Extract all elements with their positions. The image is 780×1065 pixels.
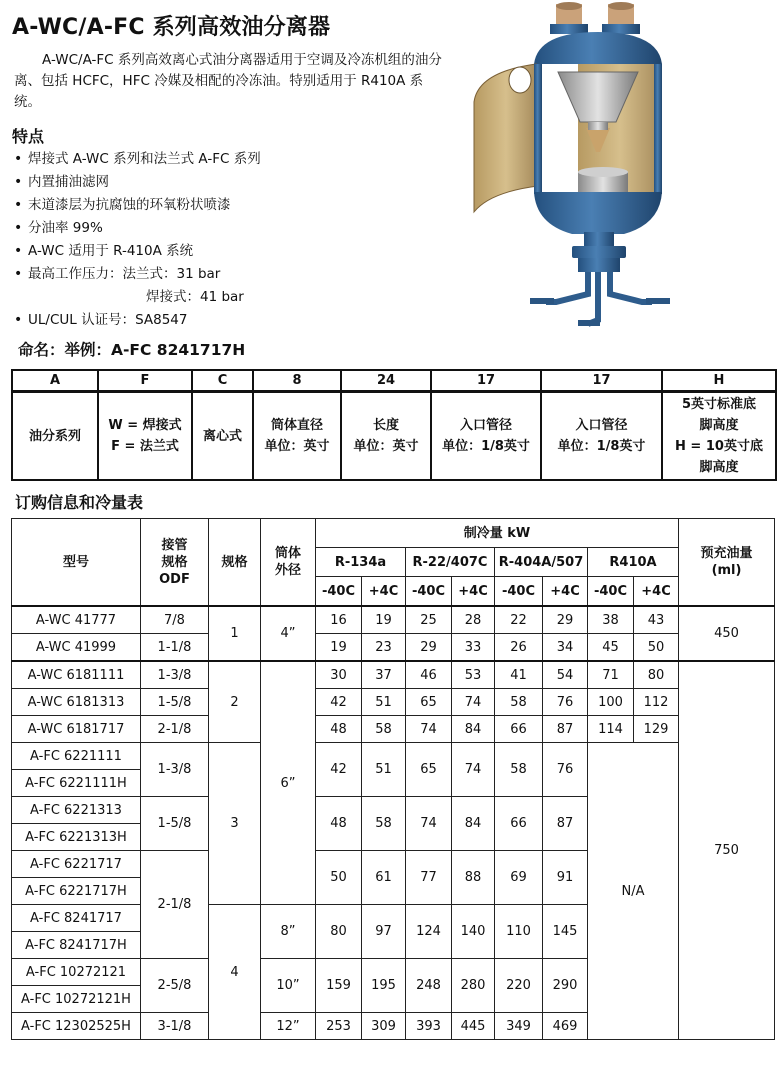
capacity-cell: 74: [452, 689, 495, 716]
size-cell: 2: [209, 661, 261, 743]
shell-cell: 6”: [261, 661, 316, 905]
feature-item: • 内置捕油滤网: [12, 171, 432, 194]
capacity-cell: 87: [543, 797, 588, 851]
feature-item: • A-WC 适用于 R-410A 系统: [12, 240, 432, 263]
model-cell: A-FC 10272121H: [12, 986, 141, 1013]
oil-charge-cell: 450: [679, 606, 775, 661]
capacity-cell: 33: [452, 634, 495, 662]
capacity-cell: 48: [316, 716, 362, 743]
connection-cell: 7/8: [141, 606, 209, 634]
intro-paragraph: A-WC/A-FC 系列高效离心式油分离器适用于空调及冷冻机组的油分离、包括 HCFC，HFC 冷媒及相配的冷冻油。特别适用于 R410A 系统。: [14, 52, 442, 110]
capacity-cell: 51: [362, 743, 406, 797]
capacity-cell: 19: [362, 606, 406, 634]
capacity-cell: 58: [362, 716, 406, 743]
capacity-cell: 84: [452, 716, 495, 743]
header-capacity: 制冷量 kW: [316, 519, 679, 548]
code-desc-diameter: 筒体直径 单位：英寸: [253, 392, 341, 481]
capacity-cell: 34: [543, 634, 588, 662]
capacity-cell: 66: [495, 797, 543, 851]
capacity-cell: 97: [362, 905, 406, 959]
capacity-cell: 46: [406, 661, 452, 689]
code-desc-connection: W = 焊接式 F = 法兰式: [98, 392, 192, 481]
code-desc-inlet: 入口管径 单位：1/8英寸: [541, 392, 662, 481]
capacity-cell: 280: [452, 959, 495, 1013]
capacity-cell: 80: [634, 661, 679, 689]
capacity-cell: 100: [588, 689, 634, 716]
capacity-cell: 87: [543, 716, 588, 743]
capacity-cell: 50: [634, 634, 679, 662]
capacity-cell: 37: [362, 661, 406, 689]
capacity-cell: 30: [316, 661, 362, 689]
capacity-cell: 469: [543, 1013, 588, 1040]
capacity-cell: 25: [406, 606, 452, 634]
code-desc-foot-height: 5英寸标准底 脚高度 H = 10英寸底 脚高度: [662, 392, 776, 481]
model-cell: A-FC 10272121: [12, 959, 141, 986]
capacity-cell: 349: [495, 1013, 543, 1040]
capacity-cell: 84: [452, 797, 495, 851]
capacity-cell: 140: [452, 905, 495, 959]
feature-item-continued: 焊接式：41 bar: [146, 289, 244, 305]
feature-item: • 末道漆层为抗腐蚀的环氧粉状喷漆: [12, 194, 432, 217]
capacity-cell: 91: [543, 851, 588, 905]
code-letter: C: [192, 370, 253, 392]
capacity-cell: 65: [406, 689, 452, 716]
capacity-cell: 290: [543, 959, 588, 1013]
model-cell: A-FC 6221111H: [12, 770, 141, 797]
code-letter: A: [12, 370, 98, 392]
naming-code-table: [11, 369, 777, 481]
model-cell: A-WC 6181313: [12, 689, 141, 716]
header-temp: -40C: [588, 577, 634, 607]
code-letter: F: [98, 370, 192, 392]
capacity-cell: 74: [452, 743, 495, 797]
capacity-cell: 48: [316, 797, 362, 851]
header-refrigerant: R-404A/507: [495, 548, 588, 577]
capacity-cell: 42: [316, 689, 362, 716]
capacity-cell: 112: [634, 689, 679, 716]
capacity-cell: 71: [588, 661, 634, 689]
model-cell: A-FC 6221313H: [12, 824, 141, 851]
code-letter: 8: [253, 370, 341, 392]
capacity-cell: 43: [634, 606, 679, 634]
header-model: 型号: [12, 519, 141, 607]
model-cell: A-WC 41999: [12, 634, 141, 662]
capacity-cell: 58: [495, 743, 543, 797]
code-letter: 17: [431, 370, 541, 392]
header-temp: +4C: [634, 577, 679, 607]
capacity-cell: 445: [452, 1013, 495, 1040]
capacity-cell: 69: [495, 851, 543, 905]
capacity-cell: 66: [495, 716, 543, 743]
header-temp: -40C: [406, 577, 452, 607]
capacity-cell: 50: [316, 851, 362, 905]
features-list: [12, 148, 432, 332]
shell-cell: 8”: [261, 905, 316, 959]
connection-cell: 2-1/8: [141, 851, 209, 959]
connection-cell: 1-3/8: [141, 661, 209, 689]
oil-charge-cell: 750: [679, 661, 775, 1040]
capacity-cell: 22: [495, 606, 543, 634]
capacity-cell: 80: [316, 905, 362, 959]
model-cell: A-WC 6181717: [12, 716, 141, 743]
header-oil-charge: 预充油量 (ml): [679, 519, 775, 607]
capacity-cell: 29: [543, 606, 588, 634]
model-cell: A-FC 6221717: [12, 851, 141, 878]
features-heading: 特点: [12, 127, 45, 146]
model-cell: A-FC 6221717H: [12, 878, 141, 905]
header-refrigerant: R-134a: [316, 548, 406, 577]
capacity-cell: 159: [316, 959, 362, 1013]
capacity-cell: 74: [406, 797, 452, 851]
capacity-cell: 54: [543, 661, 588, 689]
capacity-cell: 61: [362, 851, 406, 905]
capacity-cell: 110: [495, 905, 543, 959]
header-temp: +4C: [452, 577, 495, 607]
model-cell: A-WC 41777: [12, 606, 141, 634]
code-desc-length: 长度 单位：英寸: [341, 392, 431, 481]
header-temp: -40C: [316, 577, 362, 607]
capacity-cell: 19: [316, 634, 362, 662]
model-cell: A-FC 12302525H: [12, 1013, 141, 1040]
capacity-cell: 29: [406, 634, 452, 662]
model-cell: A-FC 8241717: [12, 905, 141, 932]
capacity-cell: 76: [543, 689, 588, 716]
capacity-cell: 38: [588, 606, 634, 634]
connection-cell: 1-5/8: [141, 797, 209, 851]
capacity-cell: 45: [588, 634, 634, 662]
header-connection: 接管 规格 ODF: [141, 519, 209, 607]
model-cell: A-FC 6221313: [12, 797, 141, 824]
capacity-cell: 53: [452, 661, 495, 689]
oil-separator-product-image: [438, 2, 728, 334]
feature-item: • 分油率 99%: [12, 217, 432, 240]
code-desc-type: 离心式: [192, 392, 253, 481]
capacity-cell: 23: [362, 634, 406, 662]
shell-cell: 10”: [261, 959, 316, 1013]
connection-cell: 2-1/8: [141, 716, 209, 743]
shell-cell: 12”: [261, 1013, 316, 1040]
capacity-cell: 124: [406, 905, 452, 959]
model-cell: A-FC 6221111: [12, 743, 141, 770]
page-title: A-WC/A-FC 系列高效油分离器: [12, 15, 331, 40]
capacity-cell: 129: [634, 716, 679, 743]
code-desc-inlet: 入口管径 单位：1/8英寸: [431, 392, 541, 481]
header-temp: +4C: [362, 577, 406, 607]
capacity-cell: 42: [316, 743, 362, 797]
code-letter: 17: [541, 370, 662, 392]
capacity-cell: 77: [406, 851, 452, 905]
header-size: 规格: [209, 519, 261, 607]
connection-cell: 3-1/8: [141, 1013, 209, 1040]
capacity-cell: 253: [316, 1013, 362, 1040]
capacity-cell: 74: [406, 716, 452, 743]
connection-cell: 1-5/8: [141, 689, 209, 716]
feature-item: • UL/CUL 认证号：SA8547: [12, 309, 432, 332]
connection-cell: 1-1/8: [141, 634, 209, 662]
feature-item: • 最高工作压力：法兰式：31 bar: [12, 263, 432, 286]
capacity-cell: 145: [543, 905, 588, 959]
code-desc-series: 油分系列: [12, 392, 98, 481]
capacity-cell: 220: [495, 959, 543, 1013]
naming-example: 命名：举例：A-FC 8241717H: [18, 341, 246, 359]
capacity-cell: 393: [406, 1013, 452, 1040]
order-section-heading: 订购信息和冷量表: [15, 493, 144, 512]
feature-item: • 焊接式 A-WC 系列和法兰式 A-FC 系列: [12, 148, 432, 171]
header-refrigerant: R-22/407C: [406, 548, 495, 577]
capacity-cell: 16: [316, 606, 362, 634]
capacity-cell: 58: [362, 797, 406, 851]
header-refrigerant: R410A: [588, 548, 679, 577]
spec-table: [11, 518, 775, 1040]
capacity-cell: 65: [406, 743, 452, 797]
capacity-cell: 114: [588, 716, 634, 743]
capacity-cell: 309: [362, 1013, 406, 1040]
connection-cell: 1-3/8: [141, 743, 209, 797]
connection-cell: 2-5/8: [141, 959, 209, 1013]
capacity-cell: 248: [406, 959, 452, 1013]
capacity-cell: 51: [362, 689, 406, 716]
capacity-cell: 88: [452, 851, 495, 905]
size-cell: 4: [209, 905, 261, 1040]
header-shell-od: 筒体 外径: [261, 519, 316, 607]
capacity-cell: 28: [452, 606, 495, 634]
header-temp: -40C: [495, 577, 543, 607]
code-letter: H: [662, 370, 776, 392]
capacity-cell: 195: [362, 959, 406, 1013]
code-letter: 24: [341, 370, 431, 392]
size-cell: 3: [209, 743, 261, 905]
capacity-cell: 26: [495, 634, 543, 662]
capacity-cell: 41: [495, 661, 543, 689]
capacity-cell: 76: [543, 743, 588, 797]
model-cell: A-WC 6181111: [12, 661, 141, 689]
size-cell: 1: [209, 606, 261, 661]
na-cell: N/A: [588, 743, 679, 1040]
model-cell: A-FC 8241717H: [12, 932, 141, 959]
header-temp: +4C: [543, 577, 588, 607]
capacity-cell: 58: [495, 689, 543, 716]
shell-cell: 4”: [261, 606, 316, 661]
